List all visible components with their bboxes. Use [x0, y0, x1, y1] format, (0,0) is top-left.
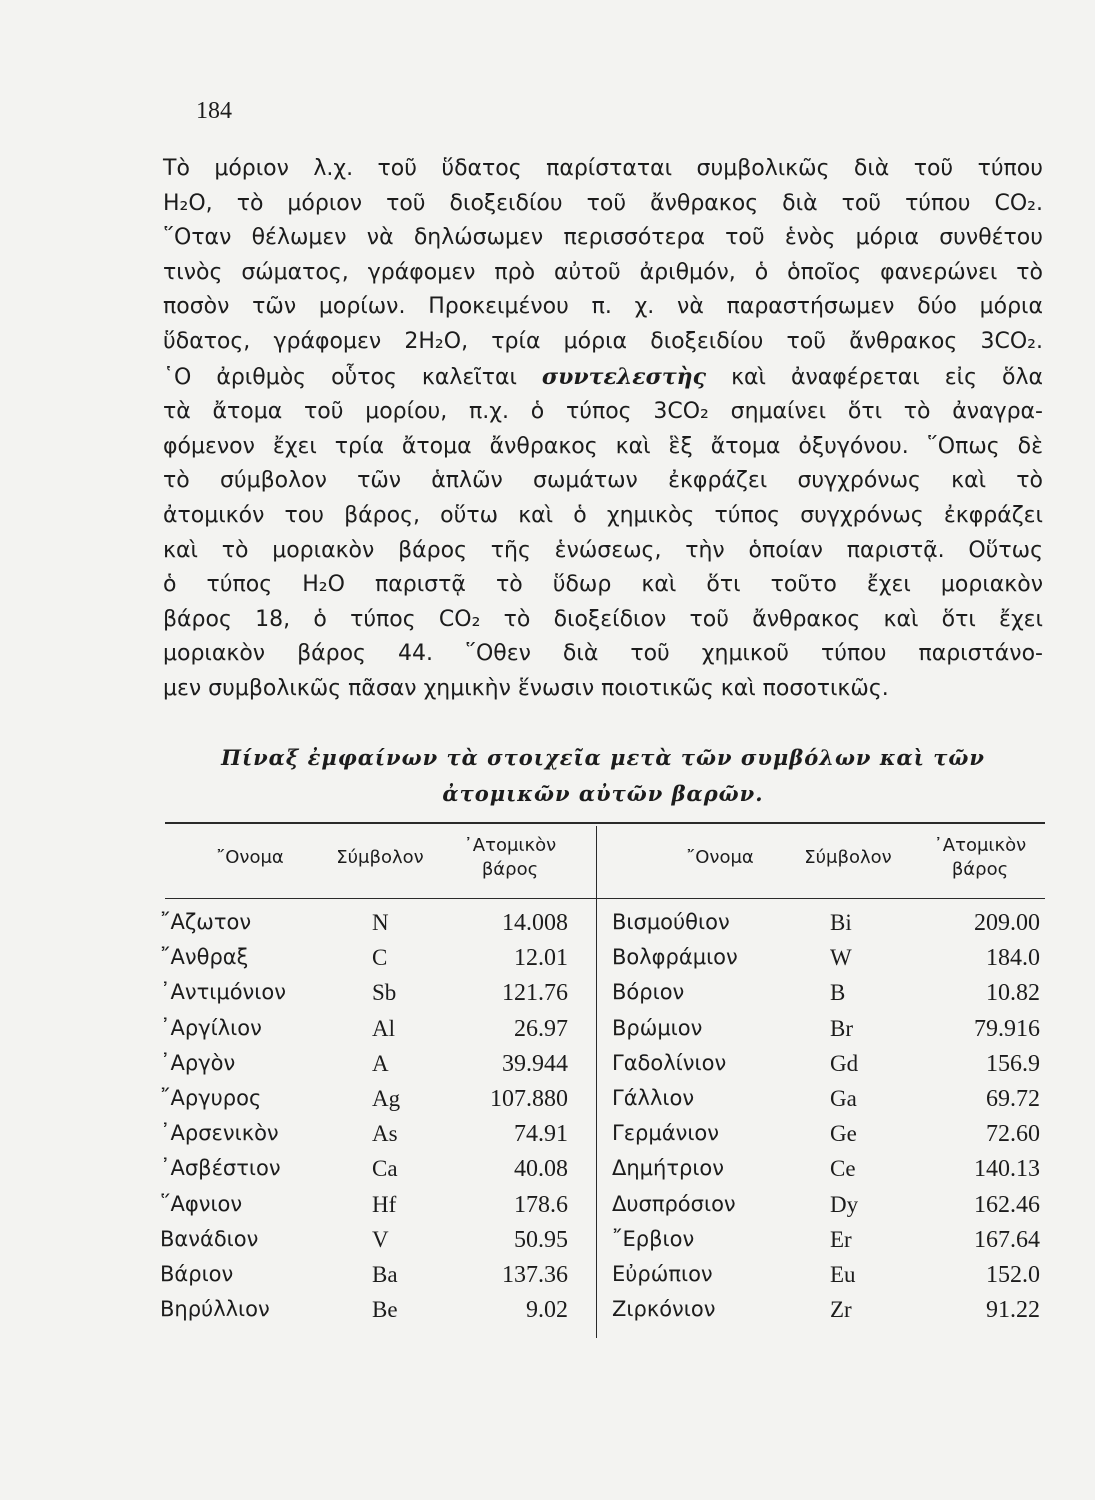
atomic-weight: 39.944 — [502, 1050, 568, 1077]
element-symbol: Be — [372, 1297, 398, 1323]
atomic-weight: 209.00 — [974, 910, 1040, 936]
element-name: ᾿Αρσενικὸν — [160, 1121, 279, 1146]
element-name: Βρώμιον — [612, 1015, 703, 1040]
element-name: Γάλλιον — [612, 1086, 695, 1110]
table-row — [160, 1262, 1050, 1296]
text-line: βάρος 18, ὁ τύπος CO₂ τὸ διοξείδιον τοῦ ἄνθρακος καὶ ὅτι ἔχει — [163, 606, 1043, 632]
element-name: ᾿Αντιμόνιον — [160, 980, 286, 1005]
text-line: Τὸ μόριον λ.χ. τοῦ ὕδατος παρίσταται συμβολικῶς διὰ τοῦ τύπου — [163, 156, 1043, 181]
text-line: τὸ σύμβολον τῶν ἁπλῶν σωμάτων ἐκφράζει συγχρόνως καὶ τὸ — [163, 468, 1043, 494]
caption-line: Πίναξ ἐμφαίνων τὰ στοιχεῖα μετὰ τῶν συμβόλων καὶ τῶν — [221, 745, 985, 770]
text-segment: καὶ ἀναφέρεται εἰς ὅλα — [731, 364, 1043, 390]
text-line: καὶ τὸ μοριακὸν βάρος τῆς ἑνώσεως, τὴν ὁποίαν παριστᾷ. Οὕτως — [163, 537, 1043, 563]
table-row — [160, 1192, 1050, 1226]
text-line: φόμενον ἔχει τρία ἄτομα ἄνθρακος καὶ ἓξ ἄτομα ὀξυγόνου. ῞Οπως δὲ — [163, 433, 1043, 459]
element-symbol: Ag — [372, 1086, 401, 1111]
atomic-weight: 121.76 — [502, 980, 568, 1007]
header-weight-line: βάρος — [481, 859, 539, 880]
atomic-weight: 26.97 — [514, 1015, 568, 1042]
atomic-weight: 184.0 — [986, 945, 1040, 972]
emphasized-term: συντελεστὴς — [541, 363, 707, 390]
element-name: ῎Ανθραξ — [160, 945, 249, 970]
text-line: μεν συμβολικῶς πᾶσαν χημικὴν ἕνωσιν ποιοτικῶς καὶ ποσοτικῶς. — [163, 675, 889, 701]
element-symbol: V — [372, 1226, 389, 1252]
text-line: τινὸς σώματος, γράφομεν πρὸ αὐτοῦ ἀριθμόν, ὁ ὁποῖος φανερώνει τὸ — [163, 259, 1043, 285]
element-name: Γερμάνιον — [612, 1121, 719, 1146]
header-name: ῎Ονομα — [216, 847, 284, 868]
atomic-weight: 167.64 — [974, 1226, 1040, 1253]
atomic-weight: 152.0 — [986, 1262, 1040, 1288]
element-symbol: Sb — [372, 980, 397, 1006]
element-name: Εὐρώπιον — [612, 1262, 713, 1286]
atomic-weight: 91.22 — [986, 1297, 1040, 1324]
element-name: Βηρύλλιον — [160, 1297, 270, 1322]
table-row — [160, 1297, 1050, 1331]
element-symbol: As — [372, 1121, 398, 1147]
atomic-weight: 79.916 — [974, 1015, 1040, 1042]
atomic-weight: 72.60 — [986, 1121, 1040, 1148]
element-symbol: W — [830, 945, 852, 971]
text-line: ὕδατος, γράφομεν 2H₂O, τρία μόρια διοξειδίου τοῦ ἄνθρακος 3CO₂. — [163, 328, 1043, 354]
element-name: ᾿Ασβέστιον — [160, 1156, 281, 1181]
table-row — [160, 1156, 1050, 1190]
element-symbol: N — [372, 910, 389, 935]
element-name: Βόριον — [612, 980, 685, 1005]
element-symbol: Ba — [372, 1262, 398, 1287]
atomic-weight: 9.02 — [526, 1297, 568, 1324]
atomic-weight: 74.91 — [514, 1121, 568, 1148]
element-name: ῎Ερβιον — [612, 1226, 695, 1251]
header-name: ῎Ονομα — [686, 847, 754, 868]
atomic-weight: 107.880 — [490, 1086, 568, 1112]
element-symbol: A — [372, 1050, 389, 1076]
text-line: H₂O, τὸ μόριον τοῦ διοξειδίου τοῦ ἄνθρακος διὰ τοῦ τύπου CO₂. — [163, 190, 1043, 216]
element-symbol: Gd — [830, 1050, 859, 1076]
header-weight-line: ᾿Ατομικὸν — [463, 835, 557, 856]
header-weight-line: ᾿Ατομικὸν — [933, 835, 1027, 856]
atomic-weight: 69.72 — [986, 1086, 1040, 1112]
element-symbol: C — [372, 945, 388, 971]
element-name: ῞Αφνιον — [160, 1191, 243, 1216]
table-row — [160, 1016, 1050, 1050]
table-row — [160, 945, 1050, 979]
element-symbol: Al — [372, 1015, 395, 1041]
element-symbol: Ce — [830, 1156, 856, 1182]
atomic-weight: 50.95 — [514, 1226, 568, 1253]
table-row — [160, 980, 1050, 1014]
header-weight-line: βάρος — [951, 859, 1009, 880]
atomic-weight: 137.36 — [502, 1262, 568, 1288]
element-symbol: Zr — [830, 1297, 852, 1323]
element-symbol: Br — [830, 1015, 853, 1041]
element-symbol: B — [830, 980, 846, 1006]
table-row — [160, 910, 1050, 944]
header-symbol: Σύμβολον — [336, 847, 424, 868]
element-name: ᾿Αργὸν — [160, 1050, 236, 1075]
element-name: ῎Αζωτον — [160, 910, 252, 934]
text-line: τὰ ἄτομα τοῦ μορίου, π.χ. ὁ τύπος 3CO₂ σημαίνει ὅτι τὸ ἀναγρα- — [163, 399, 1043, 425]
element-name: Βολφράμιον — [612, 945, 738, 970]
text-segment: ῾Ο ἀριθμὸς οὗτος καλεῖται — [163, 364, 517, 390]
element-name: ῎Αργυρος — [160, 1086, 262, 1110]
atomic-weight: 140.13 — [974, 1156, 1040, 1183]
element-name: Ζιρκόνιον — [612, 1297, 716, 1322]
element-symbol: Er — [830, 1226, 852, 1252]
atomic-weight: 10.82 — [986, 980, 1040, 1007]
page-number: 184 — [196, 98, 232, 124]
element-name: Βανάδιον — [160, 1226, 259, 1251]
text-line: ἀτομικόν του βάρος, οὕτω καὶ ὁ χημικὸς τύπος συγχρόνως ἐκφράζει — [163, 502, 1043, 528]
elements-table — [160, 0, 1050, 1500]
element-symbol: Hf — [372, 1191, 397, 1217]
text-line: ποσὸν τῶν μορίων. Προκειμένου π. χ. νὰ παραστήσωμεν δύο μόρια — [163, 294, 1043, 320]
element-symbol: Ga — [830, 1086, 857, 1111]
atomic-weight: 178.6 — [514, 1191, 568, 1218]
header-weight — [450, 834, 570, 882]
element-name: Βισμούθιον — [612, 910, 730, 934]
atomic-weight: 12.01 — [514, 945, 568, 972]
element-name: ᾿Αργίλιον — [160, 1015, 262, 1040]
caption-line: ἀτομικῶν αὐτῶν βαρῶν. — [442, 781, 764, 806]
table-row — [160, 1227, 1050, 1261]
atomic-weight: 156.9 — [986, 1050, 1040, 1077]
element-name: Δυσπρόσιον — [612, 1191, 736, 1216]
table-row — [160, 1051, 1050, 1085]
element-name: Δημήτριον — [612, 1156, 725, 1181]
element-name: Βάριον — [160, 1262, 234, 1286]
header-symbol: Σύμβολον — [804, 847, 892, 868]
text-line: μοριακὸν βάρος 44. ῞Οθεν διὰ τοῦ χημικοῦ τύπου παριστάνο- — [163, 641, 1043, 667]
atomic-weight: 14.008 — [502, 910, 568, 936]
atomic-weight: 162.46 — [974, 1191, 1040, 1218]
element-symbol: Ge — [830, 1121, 857, 1147]
element-symbol: Ca — [372, 1156, 398, 1182]
table-row — [160, 1121, 1050, 1155]
element-symbol: Eu — [830, 1262, 856, 1287]
text-line: ῞Οταν θέλωμεν νὰ δηλώσωμεν περισσότερα τοῦ ἑνὸς μόρια συνθέτου — [163, 225, 1043, 251]
table-row — [160, 1086, 1050, 1120]
element-name: Γαδολίνιον — [612, 1050, 727, 1075]
element-symbol: Dy — [830, 1191, 859, 1217]
atomic-weight: 40.08 — [514, 1156, 568, 1183]
header-weight — [920, 834, 1040, 882]
text-line: ὁ τύπος H₂O παριστᾷ τὸ ὕδωρ καὶ ὅτι τοῦτο ἔχει μοριακὸν — [163, 572, 1043, 598]
element-symbol: Bi — [830, 910, 852, 935]
